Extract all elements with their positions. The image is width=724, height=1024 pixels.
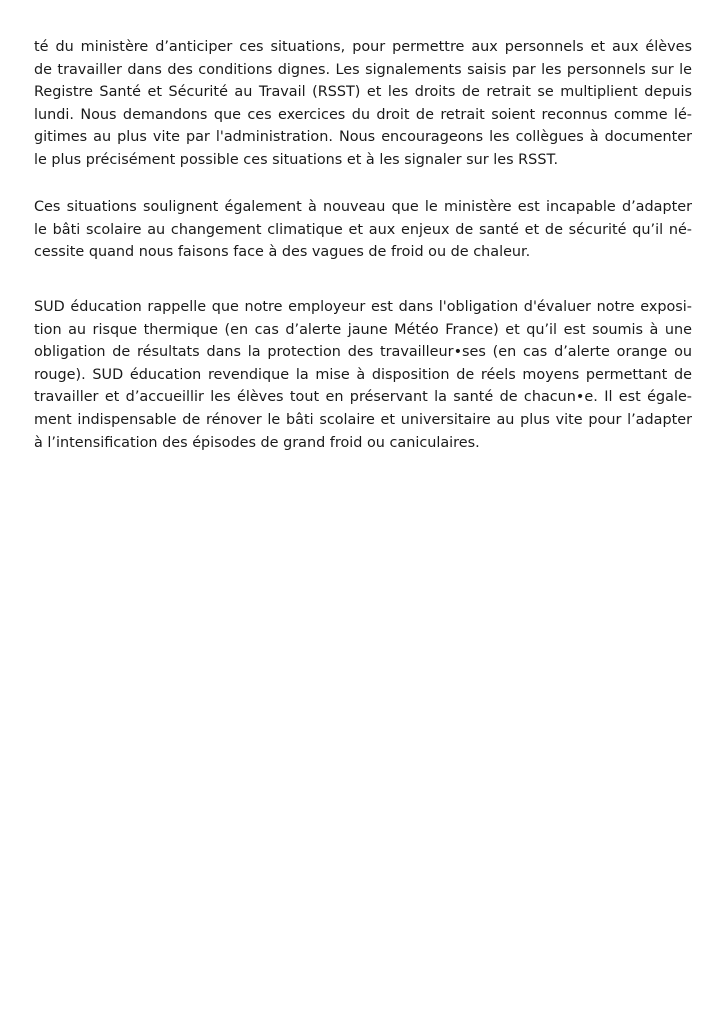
paragraph-line: obligation de résultats dans la protection des travailleur•ses (en cas d’alerte orange ou [34,344,692,361]
paragraph-climate [34,196,692,264]
paragraph-anticipation [34,36,692,172]
paragraph-line: SUD éducation rappelle que notre employeur est dans l'obligation d'évaluer notre exposi- [34,299,692,315]
paragraph-line: gitimes au plus vite par l'administration. Nous encourageons les collègues à documenter [34,129,692,146]
paragraph-line: Registre Santé et Sécurité au Travail (RSST) et les droits de retrait se multiplient depuis [34,84,692,101]
paragraph-line: ment indispensable de rénover le bâti scolaire et universitaire au plus vite pour l’adapter [34,411,692,428]
paragraph-line: le bâti scolaire au changement climatique et aux enjeux de santé et de sécurité qu’il né- [34,221,692,238]
paragraph-line: le plus précisément possible ces situations et à les signaler sur les RSST. [34,151,559,168]
paragraph-line: tion au risque thermique (en cas d’alerte jaune Météo France) et qu’il est soumis à une [34,321,692,338]
paragraph-line: Ces situations soulignent également à nouveau que le ministère est incapable d’adapter [34,199,692,215]
paragraph-line: lundi. Nous demandons que ces exercices du droit de retrait soient reconnus comme lé- [34,106,692,123]
paragraph-line: travailler et d’accueillir les élèves tout en préservant la santé de chacun•e. Il est égale- [34,389,692,406]
paragraph-sud-education [34,296,692,454]
paragraph-line: cessite quand nous faisons face à des vagues de froid ou de chaleur. [34,244,531,261]
paragraph-line: rouge). SUD éducation revendique la mise à disposition de réels moyens permettant de [34,366,692,383]
paragraph-line: de travailler dans des conditions dignes. Les signalements saisis par les personnels sur le [34,61,692,78]
paragraph-line: à l’intensification des épisodes de grand froid ou caniculaires. [34,434,480,451]
paragraph-line: té du ministère d’anticiper ces situations, pour permettre aux personnels et aux élèves [34,39,692,55]
